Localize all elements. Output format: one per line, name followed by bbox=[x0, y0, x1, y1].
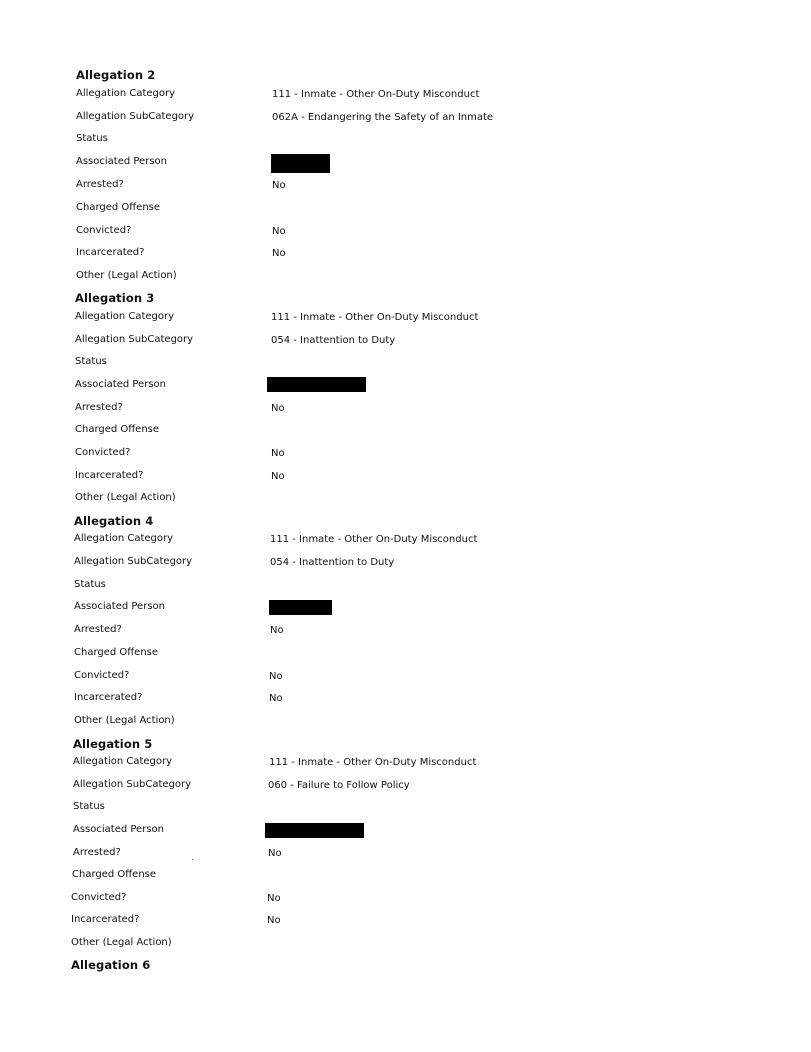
field-label: Convicted? bbox=[76, 225, 132, 236]
field-label: Allegation SubCategory bbox=[74, 556, 193, 567]
allegation-heading: Allegation 4 bbox=[74, 514, 154, 528]
field-label: Allegation SubCategory bbox=[75, 334, 194, 345]
field-label: Charged Offense bbox=[72, 869, 157, 880]
field-value: 111 - Inmate - Other On-Duty Misconduct bbox=[272, 89, 480, 100]
field-value: No bbox=[268, 848, 282, 859]
status-row bbox=[76, 133, 676, 149]
field-value: No bbox=[272, 226, 286, 237]
field-label: Incarcerated? bbox=[74, 692, 143, 703]
allegation-subcategory-row bbox=[75, 334, 675, 350]
scan-speck bbox=[192, 859, 193, 860]
field-label: Status bbox=[74, 579, 106, 590]
field-label: Allegation Category bbox=[74, 533, 174, 544]
field-value: No bbox=[270, 625, 284, 636]
field-value: 111 - Inmate - Other On-Duty Misconduct bbox=[270, 534, 478, 545]
allegation-heading: Allegation 2 bbox=[76, 68, 156, 82]
field-label: Arrested? bbox=[74, 624, 122, 635]
field-label: Associated Person bbox=[75, 379, 166, 390]
allegation-subcategory-row bbox=[76, 111, 676, 127]
incarcerated-row bbox=[74, 692, 674, 708]
convicted-row bbox=[71, 892, 671, 908]
arrested-row bbox=[74, 624, 674, 640]
field-label: Allegation SubCategory bbox=[76, 111, 195, 122]
field-label: Convicted? bbox=[71, 892, 127, 903]
field-label: Charged Offense bbox=[76, 202, 161, 213]
field-value: 111 - Inmate - Other On-Duty Misconduct bbox=[271, 312, 479, 323]
allegation-heading: Allegation 5 bbox=[73, 737, 153, 751]
charged-offense-row bbox=[75, 424, 675, 440]
convicted-row bbox=[76, 225, 676, 241]
other-legal-action-row bbox=[75, 492, 675, 508]
incarcerated-row bbox=[76, 247, 676, 263]
associated-person-row bbox=[76, 156, 676, 172]
field-label: Status bbox=[76, 133, 108, 144]
field-label: Other (Legal Action) bbox=[74, 715, 175, 726]
other-legal-action-row bbox=[76, 270, 676, 286]
field-label: Allegation Category bbox=[76, 88, 176, 99]
charged-offense-row bbox=[74, 647, 674, 663]
field-value: No bbox=[272, 248, 286, 259]
incarcerated-row bbox=[71, 914, 671, 930]
status-row bbox=[74, 579, 674, 595]
field-value: No bbox=[271, 403, 285, 414]
status-row bbox=[75, 356, 675, 372]
redaction-box bbox=[269, 600, 332, 615]
field-value: 054 - Inattention to Duty bbox=[271, 335, 396, 346]
field-label: Allegation Category bbox=[73, 756, 173, 767]
field-label: Incarcerated? bbox=[71, 914, 140, 925]
field-label: Other (Legal Action) bbox=[75, 492, 176, 503]
other-legal-action-row bbox=[71, 937, 671, 953]
redaction-box bbox=[267, 377, 366, 392]
field-value: 060 - Failure to Follow Policy bbox=[268, 780, 410, 791]
field-label: Status bbox=[73, 801, 105, 812]
field-label: Arrested? bbox=[75, 402, 123, 413]
allegation-category-row bbox=[75, 311, 675, 327]
associated-person-row bbox=[75, 379, 675, 395]
field-value: No bbox=[267, 915, 281, 926]
field-value: 062A - Endangering the Safety of an Inmate bbox=[272, 112, 494, 123]
field-label: Charged Offense bbox=[74, 647, 159, 658]
field-label: Incarcerated? bbox=[76, 247, 145, 258]
allegation-category-row bbox=[74, 533, 674, 549]
field-label: Convicted? bbox=[74, 670, 130, 681]
field-label: Allegation Category bbox=[75, 311, 175, 322]
arrested-row bbox=[76, 179, 676, 195]
field-value: No bbox=[267, 893, 281, 904]
field-value: 111 - Inmate - Other On-Duty Misconduct bbox=[269, 757, 477, 768]
convicted-row bbox=[74, 670, 674, 686]
field-value: No bbox=[271, 471, 285, 482]
field-label: Other (Legal Action) bbox=[76, 270, 177, 281]
allegation-category-row bbox=[73, 756, 673, 772]
field-label: Status bbox=[75, 356, 107, 367]
field-label: Allegation SubCategory bbox=[73, 779, 192, 790]
field-value: No bbox=[271, 448, 285, 459]
field-value: No bbox=[272, 180, 286, 191]
field-label: Arrested? bbox=[76, 179, 124, 190]
associated-person-row bbox=[74, 601, 674, 617]
charged-offense-row bbox=[76, 202, 676, 218]
redaction-box bbox=[265, 823, 364, 838]
field-label: Convicted? bbox=[75, 447, 131, 458]
charged-offense-row bbox=[72, 869, 672, 885]
field-value: No bbox=[269, 693, 283, 704]
status-row bbox=[73, 801, 673, 817]
associated-person-row bbox=[73, 824, 673, 840]
allegation-heading: Allegation 3 bbox=[75, 291, 155, 305]
field-label: Other (Legal Action) bbox=[71, 937, 172, 948]
allegation-heading: Allegation 6 bbox=[71, 958, 151, 972]
incarcerated-row bbox=[75, 470, 675, 486]
field-label: Associated Person bbox=[73, 824, 164, 835]
redaction-box bbox=[271, 154, 330, 173]
field-label: Incarcerated? bbox=[75, 470, 144, 481]
allegation-subcategory-row bbox=[74, 556, 674, 572]
allegation-subcategory-row bbox=[73, 779, 673, 795]
field-label: Arrested? bbox=[73, 847, 121, 858]
field-value: No bbox=[269, 671, 283, 682]
field-label: Associated Person bbox=[74, 601, 165, 612]
field-value: 054 - Inattention to Duty bbox=[270, 557, 395, 568]
other-legal-action-row bbox=[74, 715, 674, 731]
arrested-row bbox=[75, 402, 675, 418]
field-label: Associated Person bbox=[76, 156, 167, 167]
arrested-row bbox=[73, 847, 673, 863]
convicted-row bbox=[75, 447, 675, 463]
allegation-category-row bbox=[76, 88, 676, 104]
field-label: Charged Offense bbox=[75, 424, 160, 435]
